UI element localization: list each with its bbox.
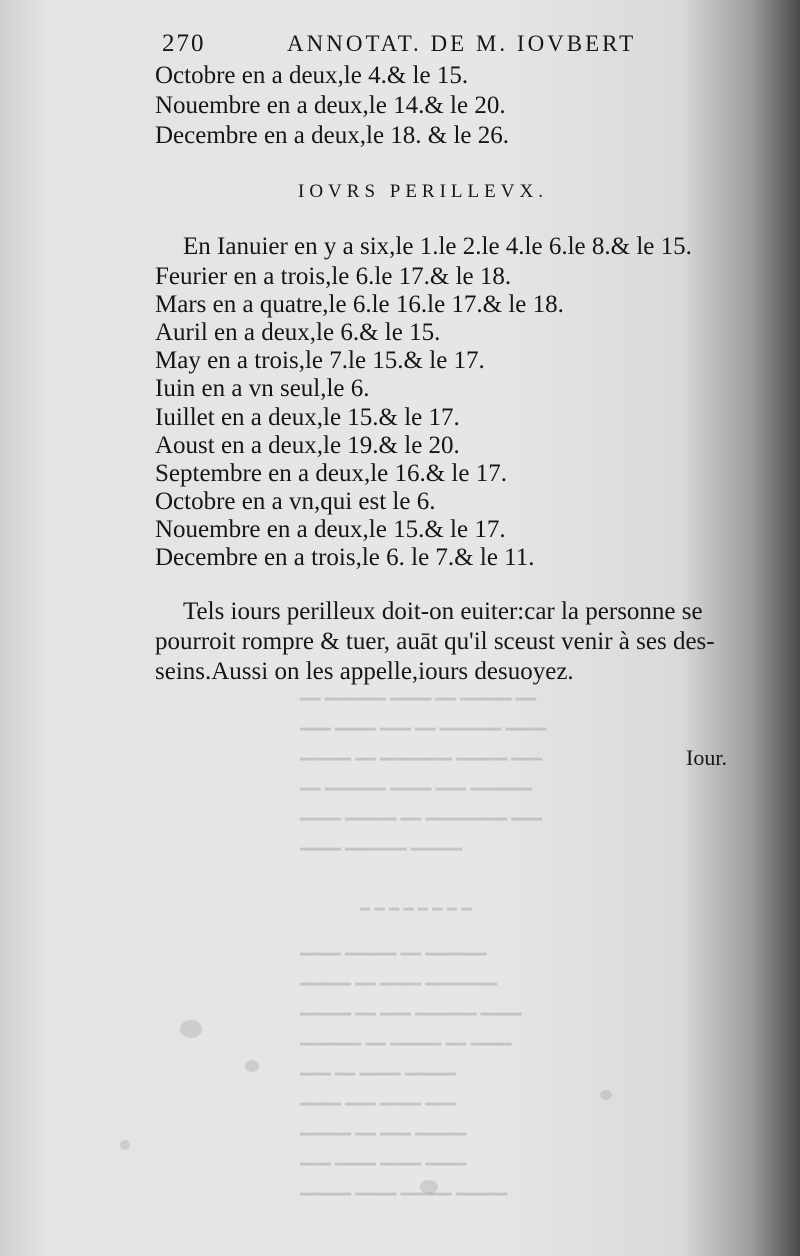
bleed-through-text: ━━━━━━ ━━ ━━━━━ ━━━━: [300, 945, 487, 964]
month-line: Decembre en a trois,le 6. le 7.& le 11.: [155, 544, 535, 571]
month-line: Auril en a deux,le 6.& le 15.: [155, 319, 441, 346]
month-line: May en a trois,le 7.le 15.& le 17.: [155, 347, 485, 374]
bleed-through-text: ━━━ ━━━━ ━━━ ━━━━: [300, 1095, 457, 1114]
month-line: Feurier en a trois,le 6.le 17.& le 18.: [155, 263, 512, 290]
paper-speck: [120, 1140, 130, 1150]
bleed-through-text: ━━━━━ ━━━━━ ━━━━ ━━━━━: [300, 1185, 508, 1204]
bleed-through-text: ━━━━━ ━━━ ━━ ━━━━━: [300, 1125, 467, 1144]
paper-speck: [180, 1020, 202, 1038]
bleed-through-text: ━━━━━━ ━━━ ━━━━ ━━━━━━ ━━: [300, 780, 532, 799]
page-number: 270: [162, 30, 206, 57]
month-line: Octobre en a vn,qui est le 6.: [155, 488, 436, 515]
bleed-through-text: ━━━━━━━ ━━━━ ━━ ━━━━━: [300, 975, 497, 994]
month-line: Mars en a quatre,le 6.le 16.le 17.& le 18.: [155, 291, 564, 318]
month-line: Iuillet en a deux,le 15.& le 17.: [155, 404, 460, 431]
text-line: Decembre en a deux,le 18. & le 26.: [155, 122, 510, 149]
paper-speck: [245, 1060, 259, 1072]
bleed-through-text: ━━━ ━━━━━ ━━━━━━━ ━━ ━━━━━: [300, 750, 543, 769]
bleed-through-text: ━━━━━ ━━━━ ━━ ━━━: [300, 1065, 457, 1084]
paragraph-line: pourroit rompre & tuer, auāt qu'il sceust venir à ses des-: [155, 628, 715, 655]
running-head: ANNOTAT. DE M. IOVBERT: [287, 31, 637, 56]
month-line: Septembre en a deux,le 16.& le 17.: [155, 460, 507, 487]
bleed-through-text: ━━ ━━━━━ ━━ ━━━━ ━━━━━━ ━━: [300, 690, 537, 709]
section-title: IOVRS PERILLEVX.: [298, 181, 548, 202]
closing-paragraph: [155, 597, 735, 687]
bleed-through-text: ━━━━ ━━━━━━ ━━ ━━━ ━━━━ ━━━: [300, 720, 547, 739]
month-line: En Ianuier en y a six,le 1.le 2.le 4.le 6.le 8.& le 15.: [183, 233, 692, 260]
bleed-through-text: ━━━━ ━━━━━━ ━━━ ━━ ━━━━━: [300, 1005, 522, 1024]
text-line: Nouembre en a deux,le 14.& le 20.: [155, 92, 506, 119]
text-line: Octobre en a deux,le 4.& le 15.: [155, 62, 469, 89]
bleed-through-text: ━ ━ ━ ━ ━ ━ ━ ━: [360, 900, 472, 919]
catchword: Iour.: [686, 745, 727, 770]
bleed-through-text: ━━━━━ ━━━━━━ ━━━━: [300, 840, 463, 859]
bleed-through-text: ━━━ ━━━━━━━━ ━━ ━━━━━ ━━━━: [300, 810, 543, 829]
paper-speck: [600, 1090, 612, 1100]
bleed-through-text: ━━━━ ━━━━ ━━━━ ━━━: [300, 1155, 467, 1174]
month-line: Aoust en a deux,le 19.& le 20.: [155, 432, 460, 459]
bleed-through-text: ━━━━ ━━ ━━━━━ ━━ ━━━━━━: [300, 1035, 512, 1054]
month-line: Nouembre en a deux,le 15.& le 17.: [155, 516, 506, 543]
month-line: Iuin en a vn seul,le 6.: [155, 375, 370, 402]
paragraph-line: seins.Aussi on les appelle,iours desuoyez.: [155, 658, 574, 685]
paragraph-line: Tels iours perilleux doit-on euiter:car la personne se: [183, 598, 703, 625]
